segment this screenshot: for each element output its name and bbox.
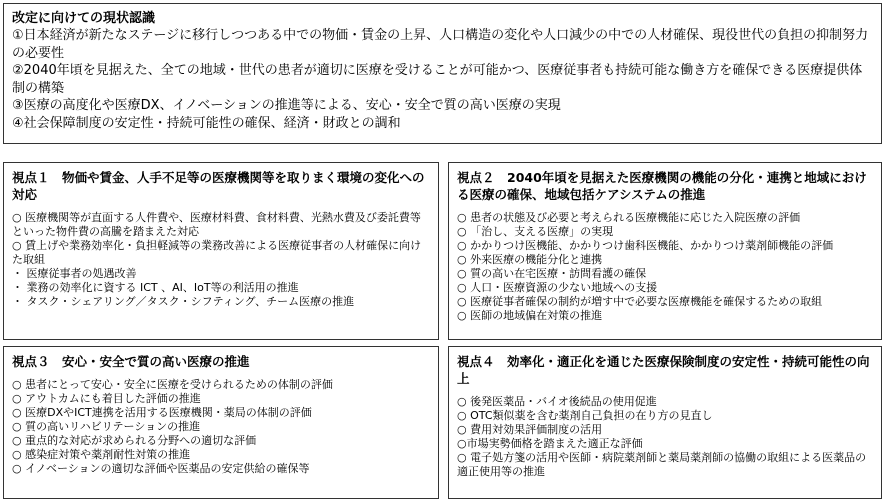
list-item: ○ 質の高いリハビリテーションの推進	[12, 420, 201, 433]
current-situation-box	[3, 3, 882, 144]
situation-line-4: ④社会保障制度の安定性・持続可能性の確保、経済・財政との調和	[12, 115, 401, 131]
list-item: ○ 後発医薬品・バイオ後続品の使用促進	[457, 395, 657, 408]
list-item: ・ 医療従事者の処遇改善	[12, 267, 137, 280]
list-item: ○ 人口・医療資源の少ない地域への支援	[457, 281, 658, 294]
list-item: ○ 費用対効果評価制度の活用	[457, 423, 603, 436]
list-item: ○ OTC類似薬を含む薬剤自己負担の在り方の見直し	[457, 409, 713, 422]
list-item: ○市場実勢価格を踏まえた適正な評価	[457, 437, 643, 450]
list-item: ・ タスク・シェアリング／タスク・シフティング、チーム医療の推進	[12, 295, 355, 308]
viewpoint-1-title: 視点１ 物価や賃金、人手不足等の医療機関等を取りまく環境の変化への対応	[12, 170, 425, 202]
list-item: ○ 電子処方箋の活用や医師・病院薬剤師と薬局薬剤師の協働の取組による医薬品の適正使用等の推進	[457, 451, 867, 478]
list-item: ○ 賃上げや業務効率化・負担軽減等の業務改善による医療従事者の人材確保に向けた取組	[12, 239, 422, 266]
list-item: ○ 「治し、支える医療」の実現	[457, 225, 614, 238]
viewpoint-2-box	[448, 162, 882, 340]
list-item: ○ かかりつけ医機能、かかりつけ歯科医機能、かかりつけ薬剤師機能の評価	[457, 239, 834, 252]
viewpoint-4-box	[448, 346, 882, 499]
viewpoint-3-box	[3, 346, 439, 499]
list-item: ○ 感染症対策や薬剤耐性対策の推進	[12, 448, 191, 461]
list-item: ・ 業務の効率化に資する ICT 、AI、IoT等の利活用の推進	[12, 281, 299, 294]
list-item: ○ 外来医療の機能分化と連携	[457, 253, 603, 266]
list-item: ○ 医療機関等が直面する人件費や、医療材料費、食材料費、光熱水費及び委託費等といった物件費の高騰を踏まえた対応	[12, 211, 421, 238]
list-item: ○ イノベーションの適切な評価や医薬品の安定供給の確保等	[12, 462, 310, 475]
viewpoint-3-title: 視点３ 安心・安全で質の高い医療の推進	[12, 354, 250, 369]
list-item: ○ 患者の状態及び必要と考えられる医療機能に応じた入院医療の評価	[457, 211, 801, 224]
situation-line-2: ②2040年頃を見据えた、全ての地域・世代の患者が適切に医療を受けることが可能かつ、医療従事者も持続可能な働き方を確保できる医療提供体制の構築	[12, 63, 863, 96]
list-item: ○ 医師の地域偏在対策の推進	[457, 309, 603, 322]
viewpoint-2-title: 視点２ 2040年頃を見据えた医療機関の機能の分化・連携と地域における医療の確保、地域包括ケアシステムの推進	[457, 170, 867, 202]
list-item: ○ 質の高い在宅医療・訪問看護の確保	[457, 267, 647, 280]
viewpoint-4-title: 視点４ 効率化・適正化を通じた医療保険制度の安定性・持続可能性の向上	[457, 354, 870, 386]
list-item: ○ 患者にとって安心・安全に医療を受けられるための体制の評価	[12, 378, 333, 391]
viewpoint-1-box	[3, 162, 439, 340]
list-item: ○ 医療DXやICT連携を活用する医療機関・薬局の体制の評価	[12, 406, 312, 419]
list-item: ○ 医療従事者確保の制約が増す中で必要な医療機能を確保するための取組	[457, 295, 823, 308]
situation-line-3: ③医療の高度化や医療DX、イノベーションの推進等による、安心・安全で質の高い医療の実現	[12, 98, 561, 114]
list-item: ○ アウトカムにも着目した評価の推進	[12, 392, 201, 405]
list-item: ○ 重点的な対応が求められる分野への適切な評価	[12, 434, 257, 447]
situation-line-1: ①日本経済が新たなステージに移行しつつある中での物価・賃金の上昇、人口構造の変化や人口減少の中での人材確保、現役世代の負担の抑制努力の必要性	[12, 28, 869, 61]
current-situation-title: 改定に向けての現状認識	[12, 11, 156, 26]
